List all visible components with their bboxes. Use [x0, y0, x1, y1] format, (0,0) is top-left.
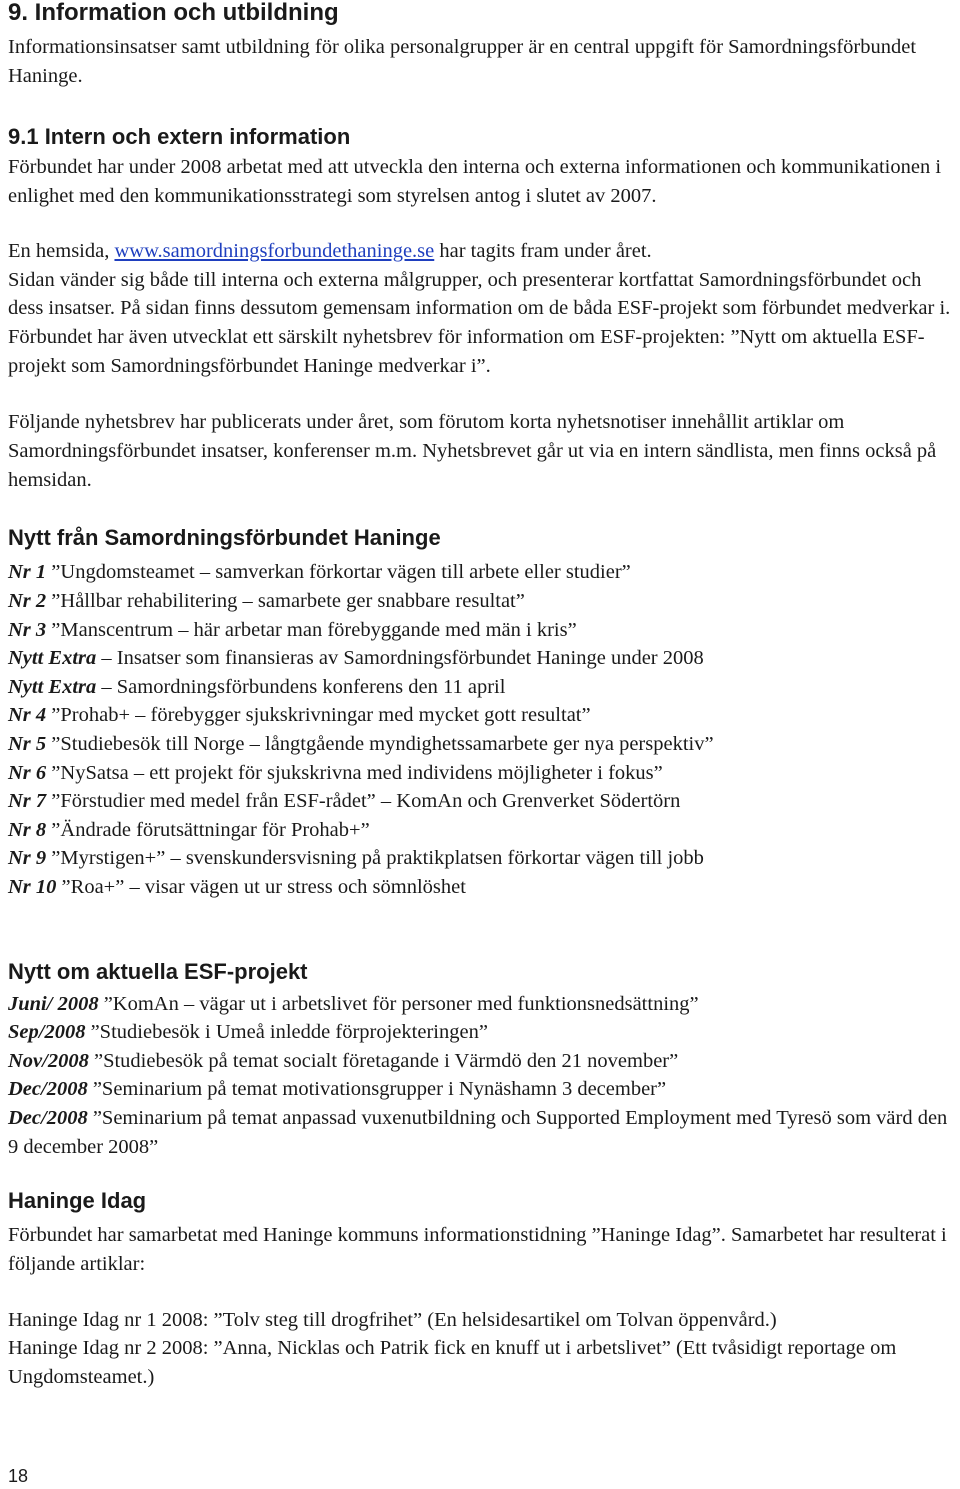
haninge-idag-article-2: Haninge Idag nr 2 2008: ”Anna, Nicklas och Patrik fick en knuff ut i arbetslivet” (Ett tvåsidigt reportage om Ungdomsteamet.)	[8, 1337, 897, 1388]
nytt-om-heading: Nytt om aktuella ESF-projekt	[8, 958, 308, 984]
issue-text: ”Studiebesök på temat socialt företagande i Värmdö den 21 november”	[88, 1049, 679, 1072]
issue-text: – Samordningsförbundens konferens den 11 april	[96, 675, 506, 698]
date-label: Juni/ 2008	[8, 992, 99, 1015]
list-item	[8, 673, 952, 702]
list-item	[8, 759, 952, 788]
issue-label: Nr 7	[8, 790, 47, 813]
list-item	[8, 844, 952, 873]
date-label: Sep/2008	[8, 1021, 86, 1044]
section-9-1-heading: 9.1 Intern och extern information	[8, 124, 351, 150]
list-item	[8, 558, 952, 587]
list-item	[8, 644, 952, 673]
list-item	[8, 873, 952, 902]
issue-label: Nr 6	[8, 761, 47, 784]
section-9-1-paragraph-1: Förbundet har under 2008 arbetat med att utveckla den interna och externa informationen och kommunikationen i enlighet med den kommunikationsstrategi som styrelsen antog i slutet av 2007.	[8, 156, 942, 208]
issue-text: ”NySatsa – ett projekt för sjukskrivna med individens möjligheter i fokus”	[46, 761, 663, 784]
issue-text: ”Förstudier med medel från ESF-rådet” – KomAn och Grenverket Södertörn	[46, 790, 681, 813]
list-item	[8, 730, 952, 759]
page-number: 18	[8, 1466, 29, 1486]
issue-text: ”Studiebesök i Umeå inledde förprojekteringen”	[85, 1021, 488, 1044]
issue-label: Nr 4	[8, 704, 47, 727]
section-9-intro: Informationsinsatser samt utbildning för olika personalgrupper är en central uppgift för Samordningsförbundet Haninge.	[8, 36, 917, 87]
homepage-text-prefix: En hemsida,	[8, 239, 115, 262]
list-item	[8, 701, 952, 730]
issue-text: ”Myrstigen+” – svenskundersvisning på praktikplatsen förkortar vägen till jobb	[46, 847, 704, 870]
issue-label: Nr 1	[8, 561, 47, 584]
haninge-idag-paragraph-1: Förbundet har samarbetat med Haninge kommuns informationstidning ”Haninge Idag”. Samarbetet har resulterat i följande artiklar:	[8, 1224, 947, 1275]
issue-text: ”Manscentrum – här arbetar man förebyggande med män i kris”	[46, 618, 577, 641]
issue-label: Nr 10	[8, 875, 57, 898]
date-label: Nov/2008	[8, 1049, 89, 1072]
list-item	[8, 616, 952, 645]
haninge-idag-article-1: Haninge Idag nr 1 2008: ”Tolv steg till drogfrihet” (En helsidesartikel om Tolvan öppenvård.)	[8, 1308, 777, 1331]
homepage-text-suffix: har tagits fram under året.	[434, 239, 652, 262]
issue-text: ”Ändrade förutsättningar för Prohab+”	[46, 818, 370, 841]
list-item	[8, 1018, 952, 1047]
homepage-link[interactable]: www.samordningsforbundethaninge.se	[114, 239, 435, 262]
issue-label: Nr 9	[8, 847, 47, 870]
section-9-1-paragraph-4: Följande nyhetsbrev har publicerats under året, som förutom korta nyhetsnotiser innehållit artiklar om Samordningsförbundet insatser, konferenser m.m. Nyhetsbrevet går ut via en intern sändlista, men finns också på hemsidan.	[8, 411, 937, 491]
list-item	[8, 990, 952, 1019]
date-label: Dec/2008	[8, 1078, 88, 1101]
issue-label: Nytt Extra	[8, 675, 97, 698]
issue-text: ”Ungdomsteamet – samverkan förkortar vägen till arbete eller studier”	[46, 561, 631, 584]
issue-label: Nr 2	[8, 590, 47, 613]
section-9-1-paragraph-3: Sidan vänder sig både till interna och externa målgrupper, och presenterar kortfattat Samordningsförbundet och dess insatser. På sidan finns dessutom gemensam information om de båda ESF-projekt som förbundet medverkar i. Förbundet har även utvecklat ett särskilt nyhetsbrev för information om ESF-projekten: ”Nytt om aktuella ESF-projekt som Samordningsförbundet Haninge medverkar i”.	[8, 268, 951, 377]
section-9-1-paragraph-2	[8, 237, 952, 266]
document-page	[8, 0, 952, 1392]
issue-label: Nr 5	[8, 733, 47, 755]
date-label: Dec/2008	[8, 1106, 88, 1129]
issue-text: ”Seminarium på temat motivationsgrupper i Nynäshamn 3 december”	[87, 1078, 667, 1101]
list-item	[8, 1047, 952, 1076]
nytt-om-list	[8, 990, 952, 1162]
list-item	[8, 816, 952, 845]
issue-text: ”Prohab+ – förebygger sjukskrivningar med mycket gott resultat”	[46, 704, 591, 727]
nytt-fran-heading: Nytt från Samordningsförbundet Haninge	[8, 525, 441, 551]
issue-label: Nr 3	[8, 618, 47, 641]
issue-label: Nr 8	[8, 818, 47, 841]
issue-text: ”Roa+” – visar vägen ut ur stress och sömnlöshet	[56, 875, 466, 898]
list-item	[8, 1104, 952, 1161]
issue-text: – Insatser som finansieras av Samordningsförbundet Haninge under 2008	[96, 647, 704, 670]
list-item	[8, 787, 952, 816]
list-item	[8, 587, 952, 616]
section-9-heading: 9. Information och utbildning	[8, 0, 339, 26]
haninge-idag-heading: Haninge Idag	[8, 1188, 147, 1214]
issue-text: ”Hållbar rehabilitering – samarbete ger snabbare resultat”	[46, 590, 525, 613]
issue-label: Nytt Extra	[8, 647, 97, 670]
issue-text: ”KomAn – vägar ut i arbetslivet för personer med funktionsnedsättning”	[98, 992, 699, 1015]
nytt-fran-list	[8, 558, 952, 901]
list-item	[8, 1075, 952, 1104]
issue-text: ”Seminarium på temat anpassad vuxenutbildning och Supported Employment med Tyresö som värd den 9 december 2008”	[8, 1106, 948, 1158]
issue-text: ”Studiebesök till Norge – långtgående myndighetssamarbete ger nya perspektiv”	[46, 733, 714, 755]
